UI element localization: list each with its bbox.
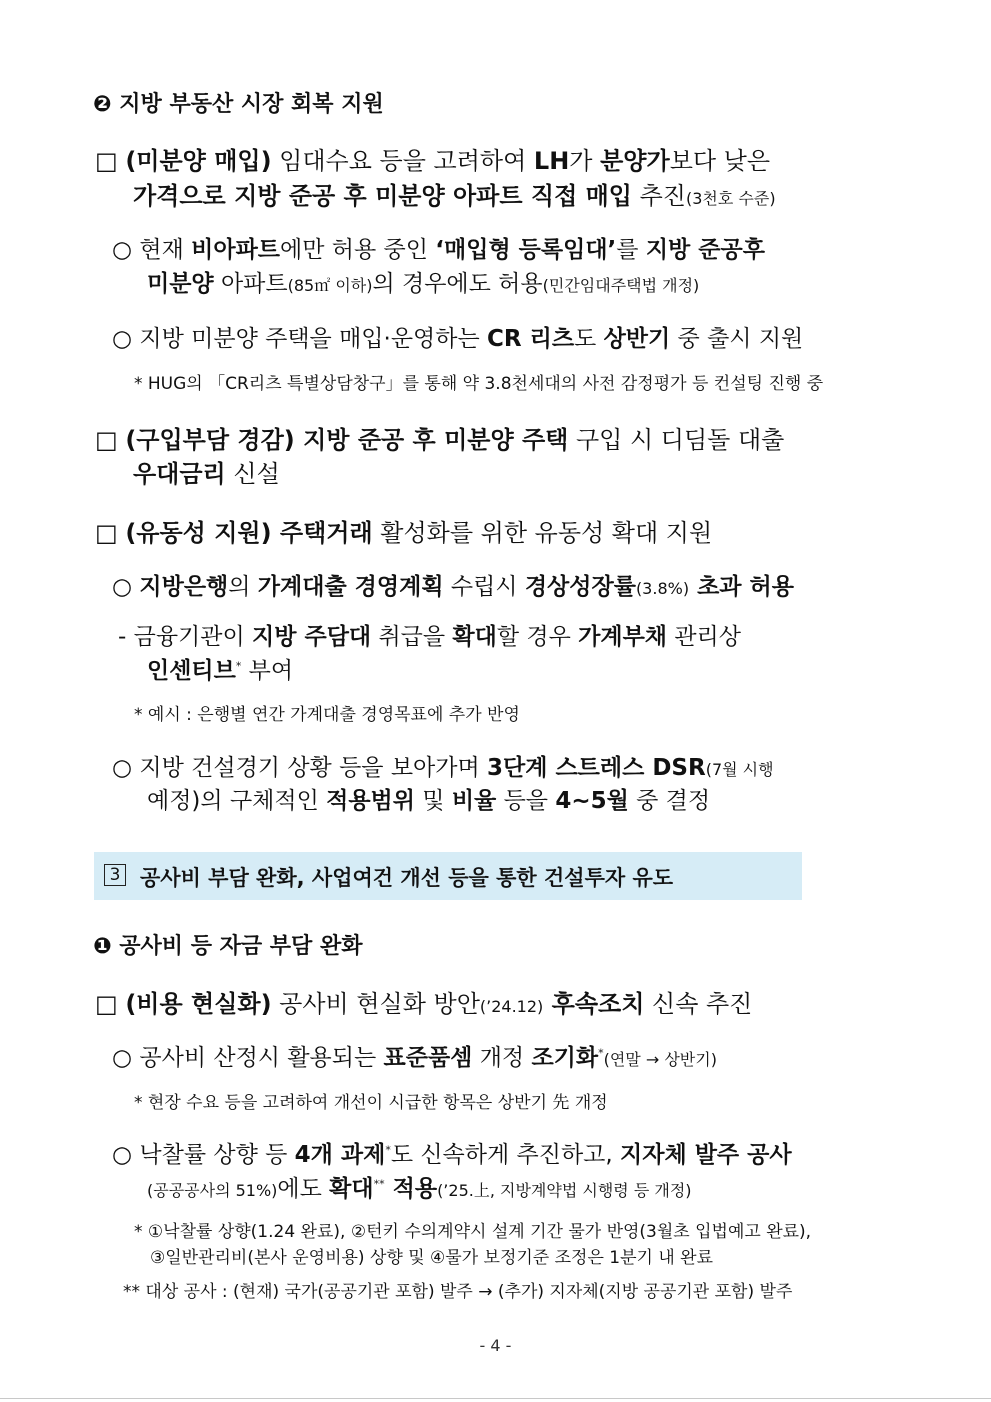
sub-item-dsr-line2: 예정)의 구체적인 적용범위 및 비율 등을 4~5월 중 결정 — [147, 788, 711, 814]
circle-bullet-icon: ○ — [112, 574, 133, 600]
bullet-cost-realization: □ (비용 현실화) 공사비 현실화 방안(’24.12) 후속조치 신속 추진 — [95, 990, 753, 1018]
bullet-purchase-burden-line2: 우대금리 신설 — [133, 460, 280, 488]
footnote-hug: * HUG의 「CR리츠 특별상담창구」를 통해 약 3.8천세대의 사전 감정평가 등 컨설팅 진행 중 — [134, 374, 824, 394]
sub-item-standard: ○ 공사비 산정시 활용되는 표준품셈 개정 조기화*(연말 → 상반기) — [112, 1045, 717, 1071]
sub-item-regional-bank: ○ 지방은행의 가계대출 경영계획 수립시 경상성장률(3.8%) 초과 허용 — [112, 574, 794, 600]
square-bullet-icon: □ — [95, 426, 118, 454]
dash-bullet-icon: - — [118, 624, 127, 650]
square-bullet-icon: □ — [95, 519, 118, 547]
footnote-target-projects: ** 대상 공사 : (현재) 국가(공공기관 포함) 발주 → (추가) 지자체(지방 공공기관 포함) 발주 — [123, 1282, 793, 1302]
circle-bullet-icon: ○ — [112, 1142, 133, 1168]
footnote-tasks-1: * ①낙찰률 상향(1.24 완료), ②턴키 수의계약시 설계 기간 물가 반영(3월초 입법예고 완료), — [134, 1222, 812, 1242]
bullet-unsold-purchase: □ (미분양 매입) 임대수요 등을 고려하여 LH가 분양가보다 낮은 — [95, 147, 771, 175]
footnote-tasks-2: ③일반관리비(본사 운영비용) 상향 및 ④물가 보정기준 조정은 1분기 내 완료 — [150, 1248, 714, 1268]
footnote-example: * 예시 : 은행별 연간 가계대출 경영목표에 추가 반영 — [134, 705, 520, 725]
dash-item-financial: - 금융기관이 지방 주담대 취급을 확대할 경우 가계부채 관리상 — [118, 624, 741, 650]
footnote-field-demand: * 현장 수요 등을 고려하여 개선이 시급한 항목은 상반기 先 개정 — [134, 1093, 608, 1113]
sub-item-dsr: ○ 지방 건설경기 상황 등을 보아가며 3단계 스트레스 DSR(7월 시행 — [112, 755, 774, 781]
circle-bullet-icon: ○ — [112, 237, 133, 263]
page-number: - 4 - — [479, 1336, 512, 1355]
bullet-unsold-purchase-line2: 가격으로 지방 준공 후 미분양 아파트 직접 매입 추진(3천호 수준) — [133, 182, 776, 210]
bottom-divider — [0, 1398, 991, 1399]
square-bullet-icon: □ — [95, 990, 118, 1018]
bullet-liquidity: □ (유동성 지원) 주택거래 활성화를 위한 유동성 확대 지원 — [95, 519, 713, 547]
section-3-title: 공사비 부담 완화, 사업여건 개선 등을 통한 건설투자 유도 — [140, 866, 674, 890]
sub-item-cr-reits: ○ 지방 미분양 주택을 매입·운영하는 CR 리츠도 상반기 중 출시 지원 — [112, 326, 804, 352]
section-heading-3-1: ❶ 공사비 등 자금 부담 완화 — [93, 934, 363, 959]
section-3-number: 3 — [104, 864, 126, 886]
sub-item-bid-rate: ○ 낙찰률 상향 등 4개 과제*도 신속하게 추진하고, 지자체 발주 공사 — [112, 1142, 792, 1168]
sub-item-rental: ○ 현재 비아파트에만 허용 중인 ‘매입형 등록임대’를 지방 준공후 — [112, 237, 765, 263]
circle-bullet-icon: ○ — [112, 755, 133, 781]
sub-item-bid-rate-line2: (공공공사의 51%)에도 확대** 적용(’25.上, 지방계약법 시행령 등 개정) — [147, 1176, 692, 1202]
circle-bullet-icon: ○ — [112, 1045, 133, 1071]
sub-item-rental-line2: 미분양 아파트(85㎡ 이하)의 경우에도 허용(민간임대주택법 개정) — [147, 271, 700, 297]
circle-bullet-icon: ○ — [112, 326, 133, 352]
square-bullet-icon: □ — [95, 147, 118, 175]
section-heading-2: ❷ 지방 부동산 시장 회복 지원 — [93, 92, 384, 117]
bullet-purchase-burden: □ (구입부담 경감) 지방 준공 후 미분양 주택 구입 시 디딤돌 대출 — [95, 426, 785, 454]
dash-item-financial-line2: 인센티브* 부여 — [147, 658, 294, 684]
